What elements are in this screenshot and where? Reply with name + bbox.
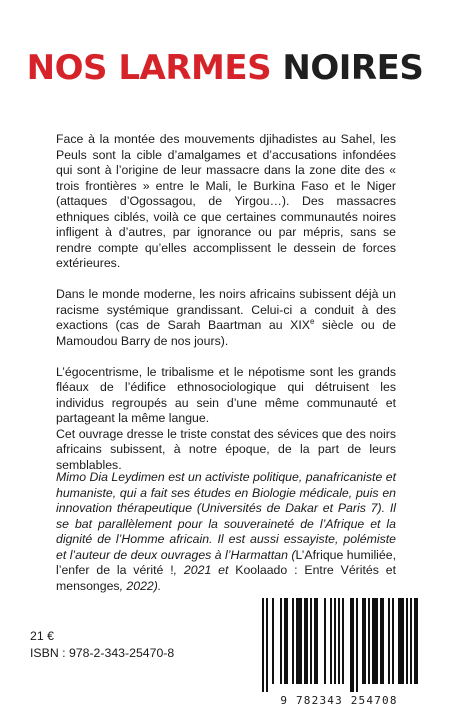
author-bio-end: , 2022). — [119, 578, 162, 593]
barcode-bar — [406, 598, 408, 684]
price-label: 21 € — [30, 629, 54, 643]
blurb-paragraph-3: L’égocentrisme, le tribalisme et le népotisme sont les grands fléaux de l’édifice ethnosociologique qui détruisent les individus regroupés au sein d’une même communauté et partageant la même langue. — [56, 364, 396, 425]
barcode-bar — [342, 598, 344, 684]
barcode-bar — [362, 598, 366, 684]
barcode-bar — [280, 598, 282, 684]
barcode-bar — [292, 598, 294, 684]
blurb-paragraph-1: Face à la montée des mouvements djihadistes au Sahel, les Peuls sont la cible d’amalgames et d’accusations infondées qui sont à l’origine de leur massacre dans la zone dite des « trois frontières » entre le Mali, le Burkina Faso et le Niger (attaques d’Ogossagou, de Yirgou…). Des massacres ethniques ciblés, voilà ce que certaines communautés noires infligent à d’autres, par ignorance ou par mépris, sans se rendre compte qu’elles accomplissent le dessein de forces extérieures. — [56, 132, 396, 270]
barcode-bar — [410, 598, 412, 684]
barcode-bar — [338, 598, 340, 684]
barcode-bar — [388, 598, 390, 684]
blurb-paragraph-2-end: siècle ou de Mamoudou Barry de nos jours). — [56, 318, 397, 348]
barcode-bar — [284, 598, 288, 684]
isbn-label: ISBN : 978-2-343-25470-8 — [30, 646, 175, 660]
barcode-digits: 9 782343 254708 — [280, 694, 398, 707]
barcode-bar — [324, 598, 326, 684]
barcode-bar — [266, 598, 268, 692]
book-title-part-dark: NOIRES — [282, 48, 424, 88]
barcode-bar — [310, 598, 312, 684]
book-title — [0, 48, 450, 88]
barcode-bar — [334, 598, 336, 684]
author-bio-sep: , 2021 et — [173, 563, 236, 577]
barcode-bar — [356, 598, 358, 692]
barcode-bar — [272, 598, 274, 684]
blurb-paragraph-2-start: Dans le monde moderne, les noirs africains subissent déjà un racisme systémique grandissant. Celui-ci a conduit à des exactions (cas de Sarah Baartman au XIX — [56, 287, 396, 332]
author-bio-text: Mimo Dia Leydimen est un activiste politique, panafricaniste et humaniste, qui a fait ses études en Biologie médicale, puis en innovation thérapeutique (Universités de Dakar et Paris 7). Il se bat parallèlement pour la souveraineté de l’Afrique et la dignité de l’Homme africain. Il est aussi essayiste, polémiste et l’auteur de deux ouvrages à l’Harmattan ( — [56, 470, 396, 562]
barcode-bar — [262, 598, 264, 692]
blurb-paragraph-2 — [56, 287, 396, 349]
book-title-part-red: NOS LARMES — [26, 48, 272, 88]
barcode-bar — [372, 598, 378, 684]
barcode — [250, 596, 428, 714]
barcode-bars-icon — [260, 598, 418, 694]
barcode-bar — [314, 598, 318, 684]
author-book-2: Koolaado : Entre Vérités et mensonges — [56, 563, 396, 593]
author-book-1: L’Afrique humiliée, l’enfer de la vérité ! — [56, 547, 397, 577]
barcode-bar — [392, 598, 394, 684]
barcode-bar — [398, 598, 404, 684]
barcode-bar — [304, 598, 308, 684]
back-cover-blurb — [56, 132, 396, 473]
barcode-bar — [296, 598, 302, 684]
barcode-bar — [380, 598, 384, 684]
century-superscript: e — [310, 316, 315, 326]
barcode-bar — [368, 598, 370, 684]
barcode-bar — [330, 598, 332, 684]
barcode-bar — [350, 598, 354, 692]
blurb-paragraph-4: Cet ouvrage dresse le triste constat des sévices que des noirs africains subissent, à notre époque, de la part de leurs semblables. — [56, 426, 396, 472]
author-bio — [56, 470, 396, 594]
barcode-bar — [414, 598, 418, 684]
